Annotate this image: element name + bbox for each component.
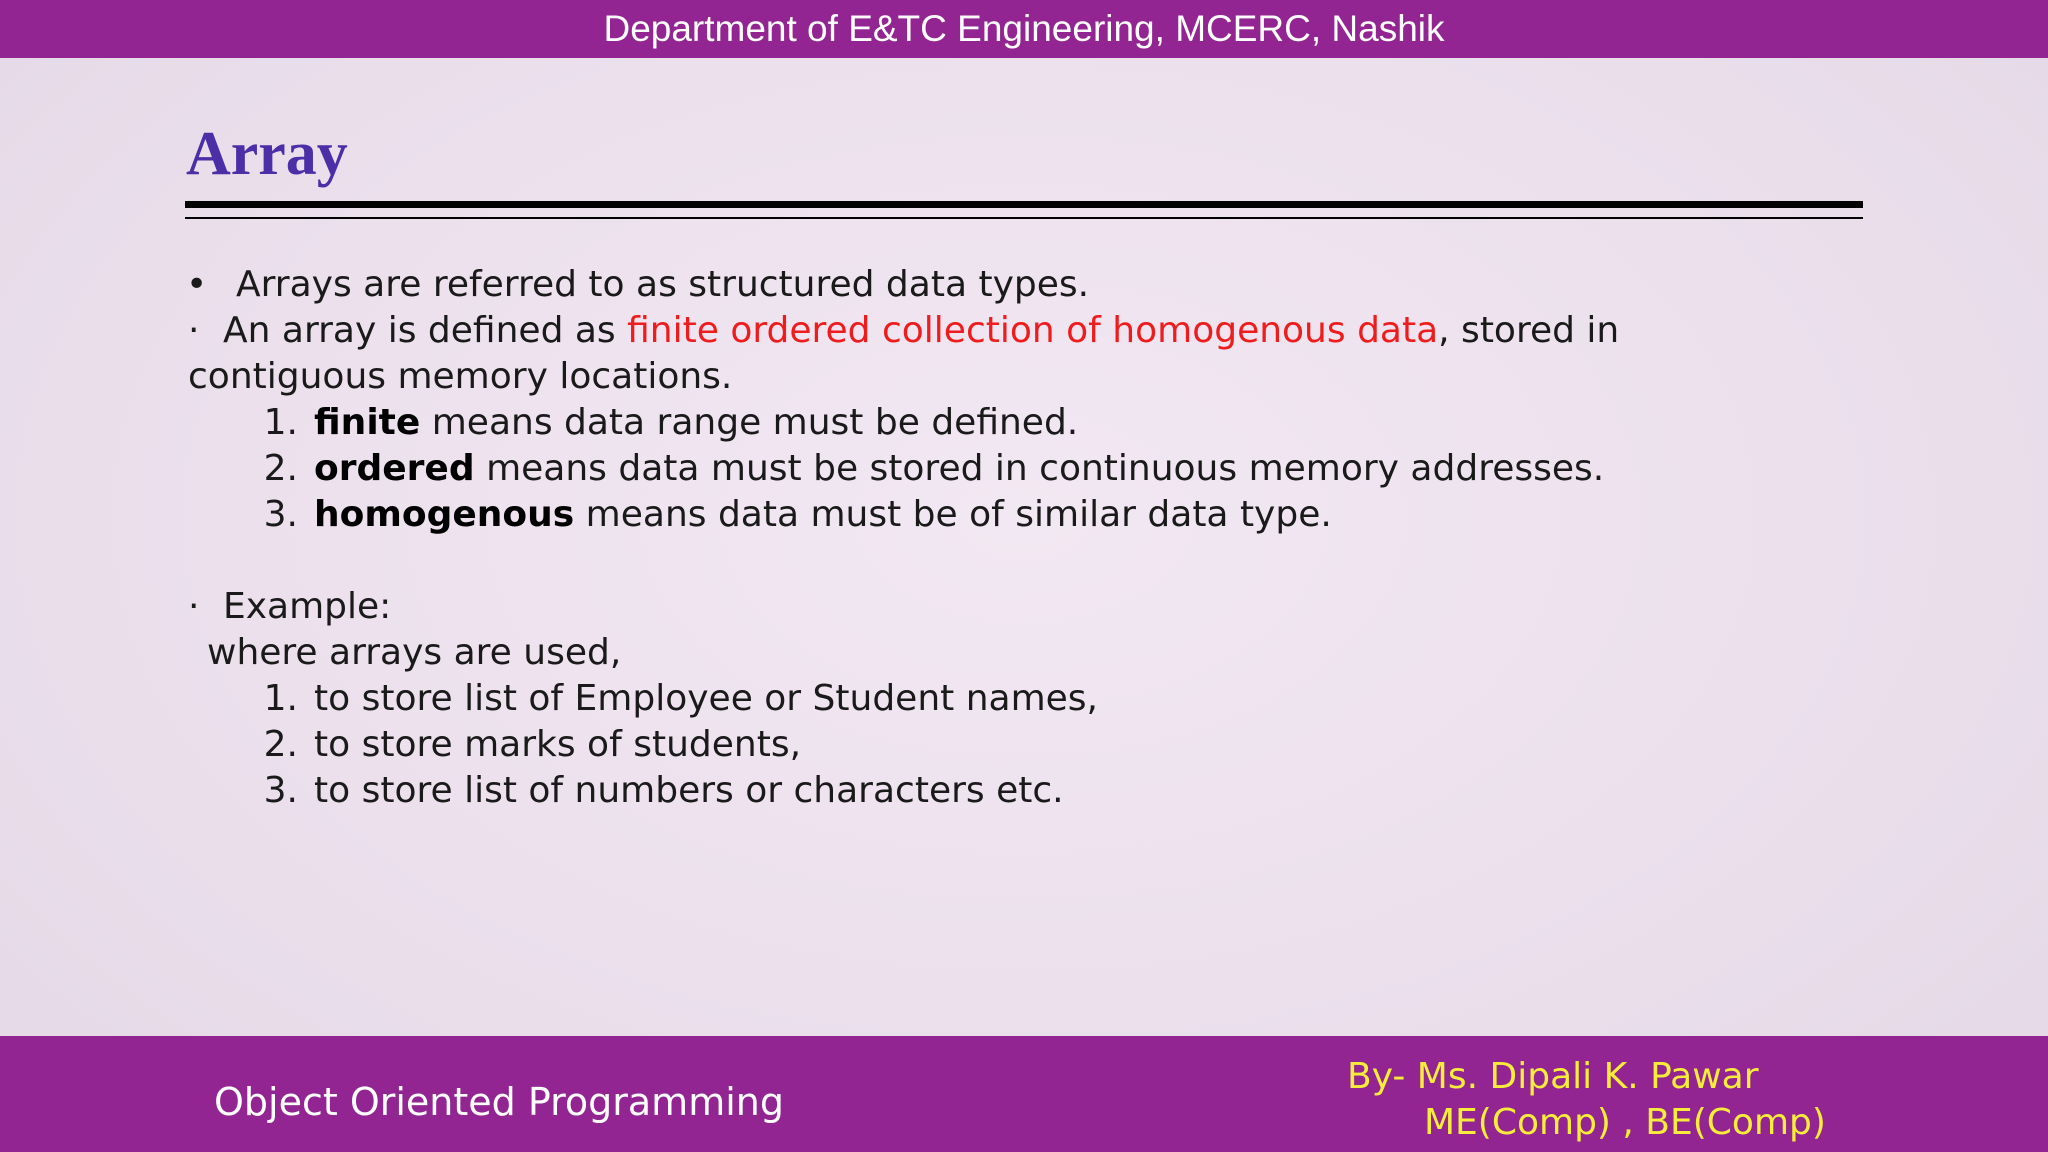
slide-title: Array (186, 120, 348, 188)
department-title: Department of E&TC Engineering, MCERC, Nashik (603, 8, 1445, 49)
list-number: 3. (263, 494, 298, 535)
bullet-marker: • (186, 264, 208, 305)
definition-text: means data must be of similar data type. (574, 494, 1332, 535)
bullet-example (188, 584, 391, 630)
author-name: By- Ms. Dipali K. Pawar (1347, 1056, 1759, 1097)
bullet-definition (188, 308, 1619, 354)
bullet-marker: · (188, 586, 200, 627)
header-band (0, 0, 2048, 58)
bullet-structured-types (186, 262, 1089, 308)
list-number: 2. (263, 448, 298, 489)
course-name: Object Oriented Programming (214, 1080, 784, 1124)
definition-highlight: finite ordered collection of homogenous data (627, 310, 1439, 351)
title-divider-thick (185, 201, 1863, 208)
definition-continuation: contiguous memory locations. (188, 356, 733, 397)
example-item-text: to store marks of students, (314, 724, 802, 765)
example-item-text: to store list of Employee or Student names, (314, 678, 1099, 719)
list-number: 1. (263, 402, 298, 443)
example-item-text: to store list of numbers or characters etc. (314, 770, 1064, 811)
bullet-text: Arrays are referred to as structured data types. (236, 264, 1090, 305)
bullet-marker: · (188, 310, 200, 351)
definition-term: homogenous (314, 494, 575, 535)
definition-text: means data must be stored in continuous memory addresses. (474, 448, 1605, 489)
example-intro: where arrays are used, (207, 632, 622, 673)
definition-prefix: An array is defined as (223, 310, 628, 351)
title-divider-thin (185, 217, 1863, 219)
definition-text: means data range must be defined. (420, 402, 1079, 443)
list-number: 2. (263, 724, 298, 765)
list-number: 3. (263, 770, 298, 811)
example-label: Example: (223, 586, 392, 627)
definition-term: ordered (314, 448, 475, 489)
definition-suffix: , stored in (1438, 310, 1620, 351)
author-qualification: ME(Comp) , BE(Comp) (1424, 1102, 1826, 1143)
definition-term: finite (314, 402, 421, 443)
list-number: 1. (263, 678, 298, 719)
